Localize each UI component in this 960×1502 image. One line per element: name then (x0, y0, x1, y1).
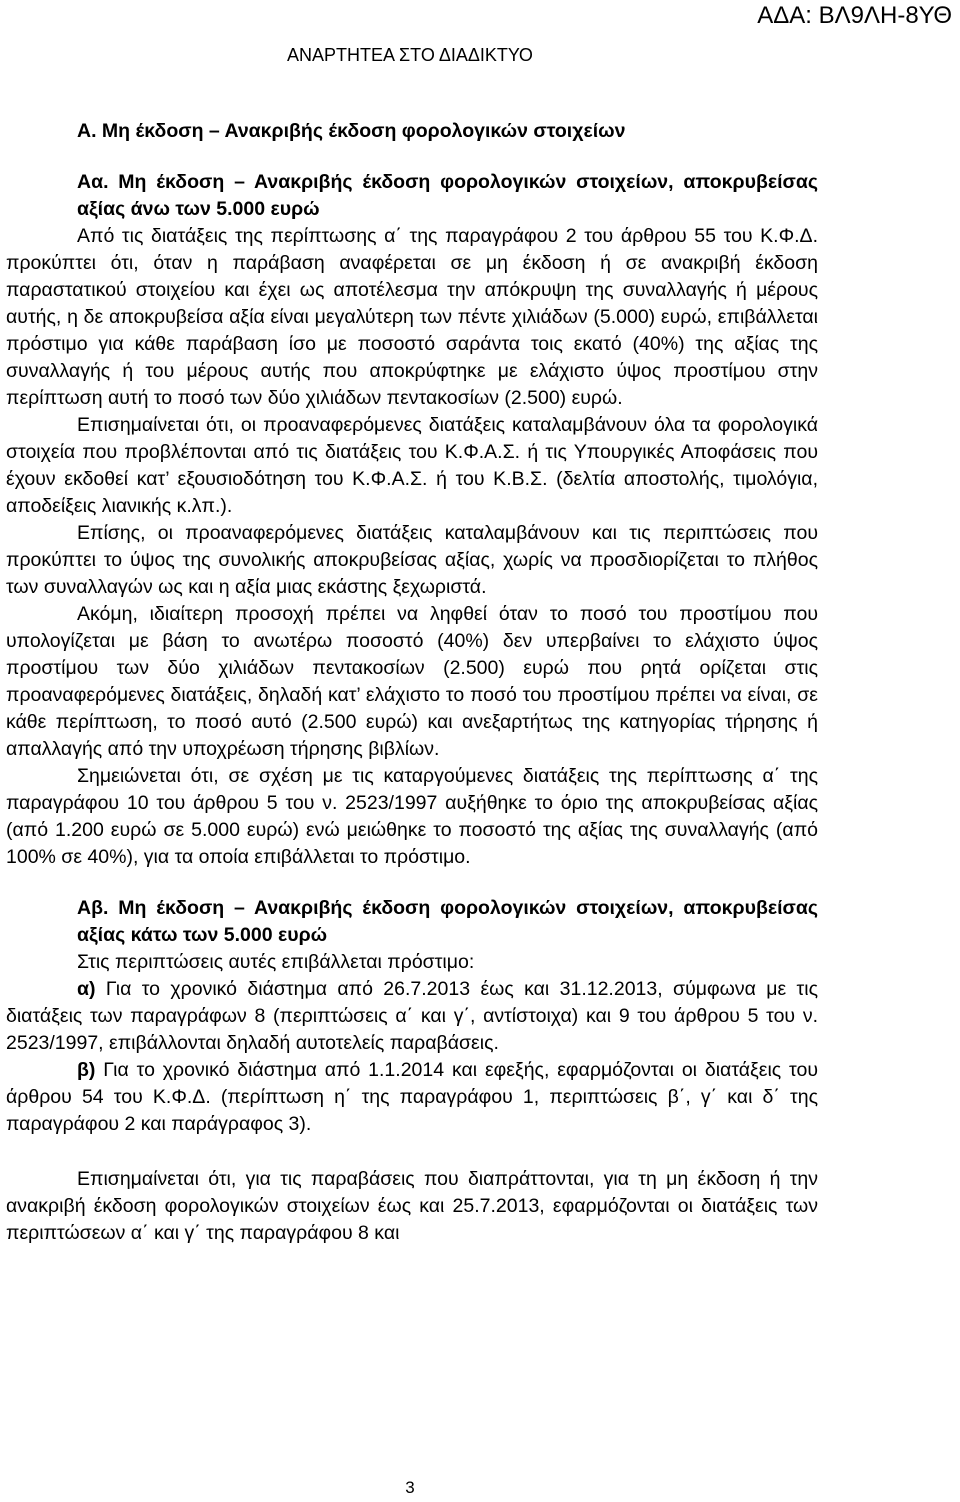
section-a-title: Α. Μη έκδοση – Ανακριβής έκδοση φορολογικών στοιχείων (77, 120, 626, 142)
section-aa-paragraph-5: Σημειώνεται ότι, σε σχέση με τις καταργούμενες διατάξεις της περίπτωσης α΄ της παραγράφου 10 του άρθρου 5 του ν. 2523/1997 αυξήθηκε το όριο της αποκρυβείσας αξίας (από 1.200 ευρώ σε 5.000 ευρώ) ενώ μειώθηκε το ποσοστό της αξίας της συναλλαγής (από 100% σε 40%), για τα οποία επιβάλλεται το πρόστιμο. (6, 765, 818, 868)
item-b-label: β) (77, 1059, 96, 1081)
section-aa-paragraph-4: Ακόμη, ιδιαίτερη προσοχή πρέπει να ληφθεί όταν το ποσό του προστίμου που υπολογίζεται με βάση το ανωτέρω ποσοστό (40%) δεν υπερβαίνει το ελάχιστο ύψος προστίμου των δύο χιλιάδων πεντακοσίων (2.500) ευρώ που ρητά ορίζεται στις προαναφερόμενες διατάξεις, δηλαδή κατ’ ελάχιστο το ποσό του προστίμου πρέπει να είναι, σε κάθε περίπτωση, το ποσό αυτό (2.500 ευρώ) και ανεξαρτήτως της κατηγορίας τήρησης ή απαλλαγής από την υποχρέωση τήρησης βιβλίων. (6, 603, 818, 760)
section-aa-title: Αα. Μη έκδοση – Ανακριβής έκδοση φορολογικών στοιχείων, αποκρυβείσας αξίας άνω των 5.000 ευρώ (77, 171, 818, 220)
posted-online-label: ΑΝΑΡΤΗΤΕΑ ΣΤΟ ΔΙΑΔΙΚΤΥΟ (287, 45, 533, 65)
section-aa-paragraph-1: Από τις διατάξεις της περίπτωσης α΄ της παραγράφου 2 του άρθρου 55 του Κ.Φ.Δ. προκύπτει ότι, όταν η παράβαση αναφέρεται σε μη έκδοση ή σε ανακριβή έκδοση παραστατικού στοιχείου και έχει ως αποτέλεσμα την απόκρυψη της συναλλαγής ή μέρους αυτής, η δε αποκρυβείσα αξία είναι μεγαλύτερη των πέντε χιλιάδων (5.000) ευρώ, επιβάλλεται πρόστιμο για κάθε παράβαση ίσο με ποσοστό σαράντα τοις εκατό (40%) της αξίας της συναλλαγής ή του μέρους αυτής που αποκρύφτηκε με ελάχιστο ύψος προστίμου στην περίπτωση αυτή το ποσό των δύο χιλιάδων πεντακοσίων (2.500) ευρώ. (6, 225, 818, 409)
ada-code: ΑΔΑ: ΒΛ9ΛΗ-8ΥΘ (757, 2, 952, 29)
section-aa-paragraph-3: Επίσης, οι προαναφερόμενες διατάξεις καταλαμβάνουν και τις περιπτώσεις που προκύπτει το ύψος της συνολικής αποκρυβείσας αξίας, χωρίς να προσδιορίζεται το πλήθος των συναλλαγών ως και η αξία μιας εκάστης ξεχωριστά. (6, 522, 818, 598)
section-ab-item-a (6, 976, 818, 1057)
item-b-text: Για το χρονικό διάστημα από 1.1.2014 και εφεξής, εφαρμόζονται οι διατάξεις του άρθρου 54 του Κ.Φ.Δ. (περίπτωση η΄ της παραγράφου 1, περιπτώσεις β΄, γ΄ και δ΄ της παραγράφου 2 και παράγραφος 3). (6, 1059, 818, 1135)
section-aa-paragraph-2: Επισημαίνεται ότι, οι προαναφερόμενες διατάξεις καταλαμβάνουν όλα τα φορολογικά στοιχεία που προβλέπονται από τις διατάξεις του Κ.Φ.Α.Σ. ή τις Υπουργικές Αποφάσεις που έχουν εκδοθεί κατ’ εξουσιοδότηση του Κ.Φ.Α.Σ. ή του Κ.Β.Σ. (δελτία αποστολής, τιμολόγια, αποδείξεις λιανικής κ.λπ.). (6, 414, 818, 517)
section-ab-intro: Στις περιπτώσεις αυτές επιβάλλεται πρόστιμο: (77, 951, 475, 973)
section-ab-item-b (6, 1057, 818, 1138)
section-ab-note: Επισημαίνεται ότι, για τις παραβάσεις που διαπράττονται, για τη μη έκδοση ή την ανακριβή έκδοση φορολογικών στοιχείων έως και 25.7.2013, εφαρμόζονται οι διατάξεις των περιπτώσεων α΄ και γ΄ της παραγράφου 8 και (6, 1168, 818, 1244)
page-number: 3 (405, 1478, 415, 1497)
item-a-label: α) (77, 978, 96, 1000)
document-body (6, 118, 818, 1247)
item-a-text: Για το χρονικό διάστημα από 26.7.2013 έως και 31.12.2013, σύμφωνα με τις διατάξεις των παραγράφων 8 (περιπτώσεις α΄ και γ΄, αντίστοιχα) και 9 του άρθρου 5 του ν. 2523/1997, επιβάλλονται δηλαδή αυτοτελείς παραβάσεις. (6, 978, 818, 1054)
section-ab-title: Αβ. Μη έκδοση – Ανακριβής έκδοση φορολογικών στοιχείων, αποκρυβείσας αξίας κάτω των 5.000 ευρώ (77, 897, 818, 946)
